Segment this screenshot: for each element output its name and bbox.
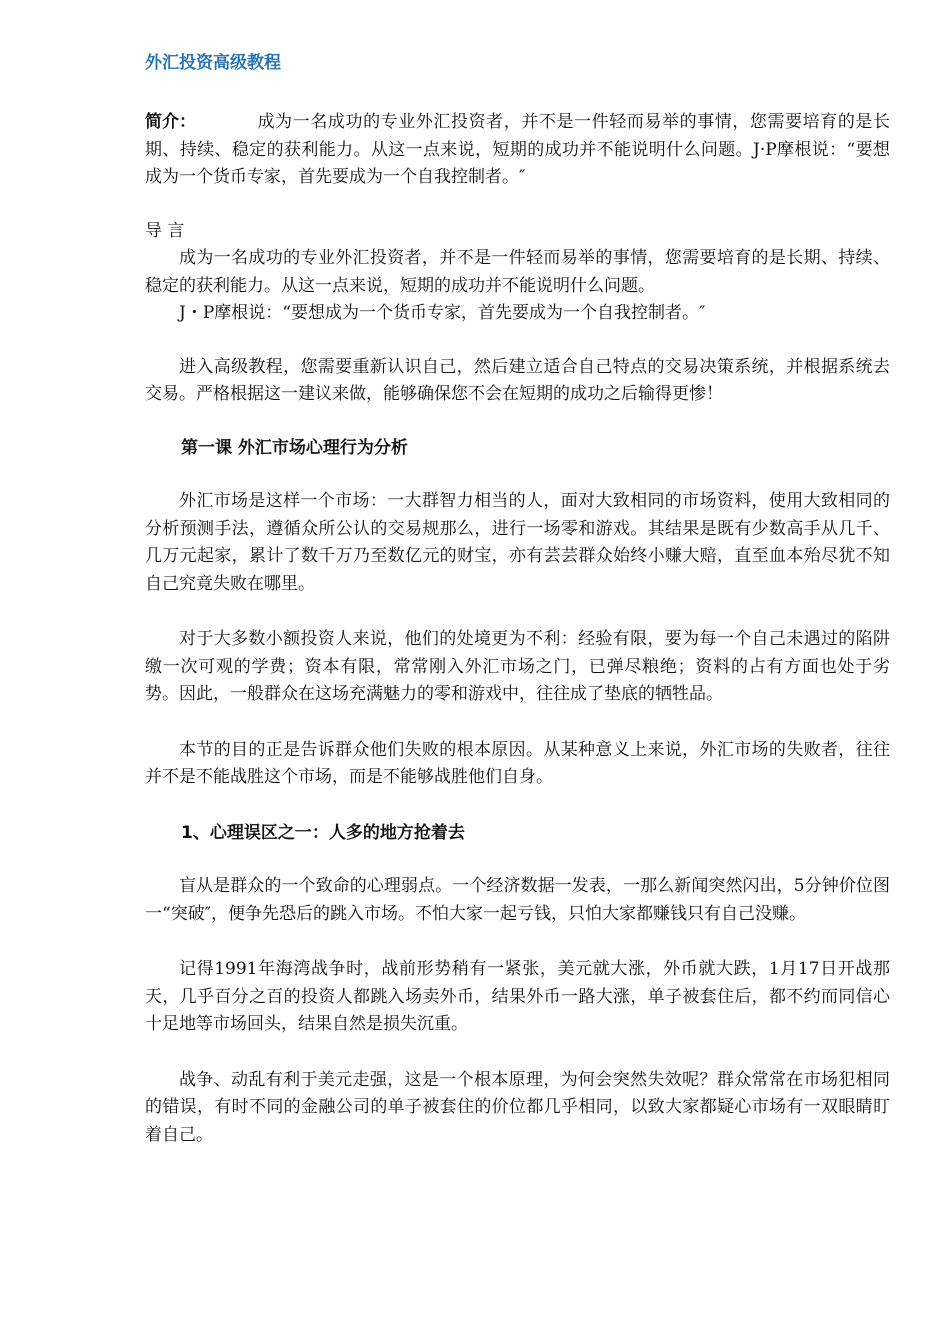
section-1-paragraph-2: 记得1991年海湾战争时，战前形势稍有一紧张，美元就大涨，外币就大跌，1月17日开战那天，几乎百分之百的投资人都跳入场卖外币，结果外币一路大涨，单子被套住后，都不约而同信心十足地等市场回头，结果自然是损失沉重。 — [145, 959, 890, 1034]
lesson-1-paragraph-3: 本节的目的正是告诉群众他们失败的根本原因。从某种意义上来说，外汇市场的失败者，往往并不是不能战胜这个市场，而是不能够战胜他们自身。 — [145, 739, 890, 787]
preface-paragraph-2: J・P摩根说：“要想成为一个货币专家，首先要成为一个自我控制者。″ — [179, 303, 706, 323]
spacer — [145, 847, 890, 873]
intro-label: 简介： — [145, 112, 196, 132]
section-1-heading: 1、心理误区之一：人多的地方抢着去 — [181, 822, 465, 843]
intro-text: 成为一名成功的专业外汇投资者，并不是一件轻而易举的事情，您需要培育的是长期、持续、稳定的获利能力。从这一点来说，短期的成功并不能说明什么问题。J·P摩根说：“要想成为一个货币专家，首先要成为一个自我控制者。″ — [145, 112, 890, 187]
spacer — [145, 409, 890, 435]
preface-paragraph-1: 成为一名成功的专业外汇投资者，并不是一件轻而易举的事情，您需要培育的是长期、持续、稳定的获利能力。从这一点来说，短期的成功并不能说明什么问题。 — [145, 248, 890, 296]
spacer — [145, 328, 890, 354]
preface-heading: 导 言 — [145, 220, 185, 241]
intro-paragraph — [145, 109, 890, 192]
preface-paragraph-3: 进入高级教程，您需要重新认识自己，然后建立适合自己特点的交易决策系统，并根据系统去交易。严格根据这一建议来做，能够确保您不会在短期的成功之后输得更惨！ — [145, 356, 890, 404]
spacer — [145, 1039, 890, 1067]
spacer — [145, 928, 890, 956]
lesson-1-heading: 第一课 外汇市场心理行为分析 — [181, 437, 408, 458]
spacer — [145, 462, 890, 488]
spacer — [145, 192, 890, 218]
document-page — [145, 52, 890, 1149]
lesson-1-paragraph-1: 外汇市场是这样一个市场：一大群智力相当的人，面对大致相同的市场资料，使用大致相同的分析预测手法，遵循众所公认的交易规那么，进行一场零和游戏。其结果是既有少数高手从几千、几万元起家，累计了数千万乃至数亿元的财宝，亦有芸芸群众始终小赚大赔，直至血本殆尽犹不知自己究竟失败在哪里。 — [145, 491, 890, 594]
section-1-paragraph-3: 战争、动乱有利于美元走强，这是一个根本原理，为何会突然失效呢？群众常常在市场犯相同的错误，有时不同的金融公司的单子被套住的价位都几乎相同，以致大家都疑心市场有一双眼睛盯着自己。 — [145, 1069, 890, 1145]
spacer — [145, 598, 890, 626]
spacer — [145, 709, 890, 737]
document-title: 外汇投资高级教程 — [145, 53, 281, 73]
spacer — [145, 792, 890, 820]
section-1-paragraph-1: 盲从是群众的一个致命的心理弱点。一个经济数据一发表，一那么新闻突然闪出，5分钟价位图一“突破″，便争先恐后的跳入市场。不怕大家一起亏钱，只怕大家都赚钱只有自己没赚。 — [145, 876, 890, 924]
lesson-1-paragraph-2: 对于大多数小额投资人来说，他们的处境更为不利：经验有限，要为每一个自己未遇过的陷阱缴一次可观的学费；资本有限，常常刚入外汇市场之门，已弹尽粮绝；资料的占有方面也处于劣势。因此，一般群众在这场充满魅力的零和游戏中，往往成了垫底的牺牲品。 — [145, 629, 890, 704]
